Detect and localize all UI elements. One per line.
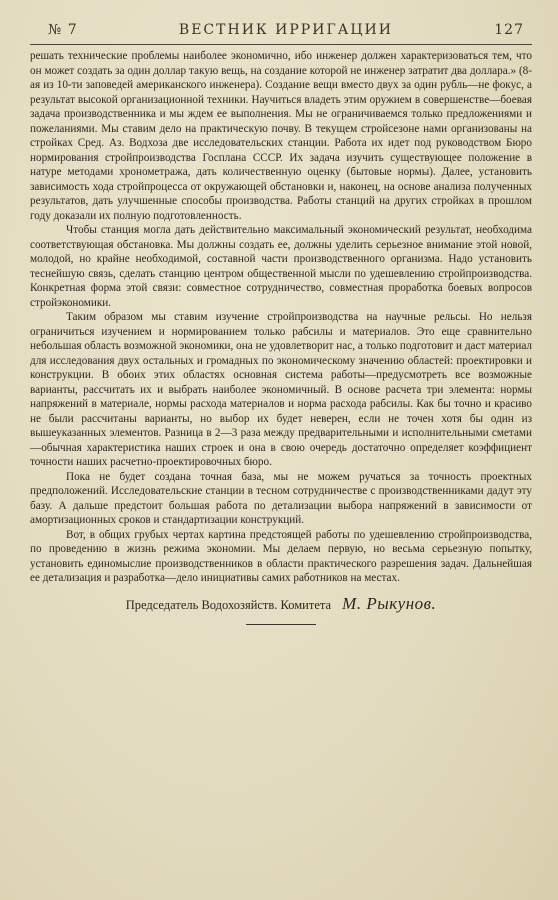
header-rule: [30, 44, 532, 45]
page-number: 127: [494, 22, 524, 38]
signature-line: [30, 594, 532, 614]
paragraph: решать технические проблемы наиболее экономично, ибо инженер должен характеризоваться тем, что он может создать за один доллар такую вещь, на создание которой не инженер затратит два доллара.» (8-ая из 10-ти заповедей американского инженера). Создание вещи вместо двух за один рубль—не фокус, а результат высокой организационной техники. Научиться владеть этим оружием в совершенстве—боевая задача производственника и мы ждем ее выполнения. Мы не ограничиваемся только предложениями и пожеланиями. Мы ставим дело на практическую почву. В текущем стройсезоне нами организованы на стройках Сред. Аз. Водхоза две исследовательских станции. Работа их идет под руководством Бюро нормирования стройпроизводства Госплана СССР. Их задача изучить существующее положение в натуре методами хронометража, дать количественную оценку (бытовые нормы). Далее, установить зависимость хода стройпроцесса от окружающей обстановки и, наконец, на основе анализа полученных результатов, дать улучшенные способы производства. Работы станций на других стройках в прошлом году доказали их полную подготовленность.: [30, 50, 532, 222]
paragraph: Вот, в общих грубых чертах картина предстоящей работы по удешевлению стройпроизводства, по проведению в жизнь режима экономии. Мы делаем первую, но весьма серьезную попытку, установить единомыслие производственников в области практического разрешения задач. Дальнейшая ее детализация и разработка—дело инициативы самих работников на местах.: [30, 528, 532, 584]
paragraph: Таким образом мы ставим изучение стройпроизводства на научные рельсы. Но нельзя ограничиться изучением и нормированием только рабсилы и материалов. Это еще сравнительно небольшая область возможной экономики, она не удовлетворит нас, а только подготовит и даст материал для исследования двух остальных и громадных по экономическому значению областей: проектировки и конструкции. В обоих этих областях основная система работы—предусмотреть все возможные варианты, рассчитать их и выбрать наиболее экономичный. В основе расчета три элемента: нормы напряжений в материале, нормы расхода материалов и норма расхода рабсилы. Как бы точно и красиво не были рассчитаны варианты, но выбор их будет неверен, если не точен хотя бы один из вышеуказанных элементов. Разница в 2—3 раза между предварительными и исполнительными сметами—обычная характеристика наших строек и она в свою очередь достаточно определяет коэффициент точности наших расчетно-проектировочных бюро.: [30, 311, 532, 468]
issue-number: № 7: [48, 22, 78, 38]
running-head: [30, 22, 532, 38]
signature-name: М. Рыкунов.: [342, 593, 437, 613]
article-body: [30, 49, 532, 586]
paragraph: Чтобы станция могла дать действительно максимальный экономический результат, необходима соответствующая обстановка. Мы должны создать ее, должны уделить серьезное внимание этой новой, молодой, но крайне необходимой, составной части производственного организма. Надо установить теснейшую связь, сделать станцию центром общественной мысли по удешевлению стройпроизводства. Конкретная форма этой связи: совместное сотрудничество, совместная проработка боевых вопросов стройэкономики.: [30, 224, 532, 309]
paragraph: Пока не будет создана точная база, мы не можем ручаться за точность проектных предположений. Исследовательские станции в тесном сотрудничестве с производственниками дадут эту базу. А дальше предстоит большая работа по детализации выбора напряжений в зависимости от амортизационных сроков и стандартизации конструкций.: [30, 470, 532, 526]
end-rule: [246, 624, 316, 625]
journal-title: ВЕСТНИК ИРРИГАЦИИ: [178, 22, 393, 38]
signature-role: Председатель Водохозяйств. Комитета: [125, 597, 332, 612]
